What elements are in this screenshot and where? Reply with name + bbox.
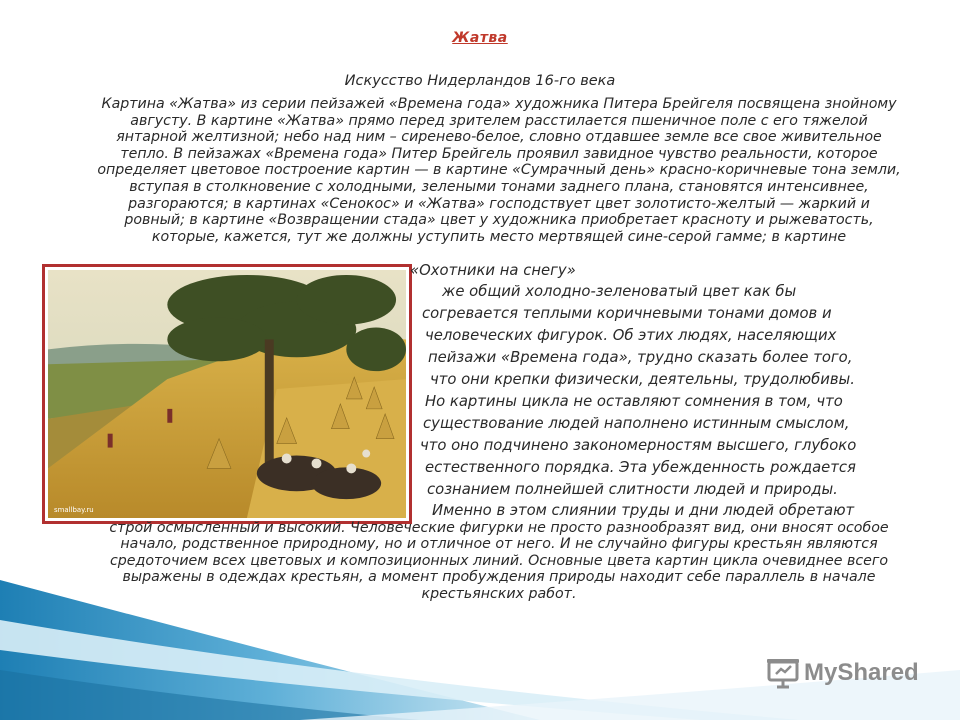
wrap-line: что они крепки физически, деятельны, трудолюбивы. [430, 371, 855, 388]
wrap-line: Именно в этом слиянии труды и дни людей обретают [432, 502, 855, 519]
slide-subtitle: Искусство Нидерландов 16-го века [344, 73, 616, 89]
wrap-line: что оно подчинено закономерностям высшего, глубоко [420, 437, 857, 454]
paragraph-bottom: строй осмысленный и высокий. Человеческие фигурки не просто разнообразят вид, они вносят особое начало, родственное природному, но и отличное от него. И не случайно фигуры крестьян являются средоточием всех цветовых и композиционных линий. Основные цвета картин цикла очевиднее всего выражены в одеждах крестьян, а момент пробуждения природы находит себе параллель в начале крестьянских работ. [109, 520, 889, 602]
wrap-line: человеческих фигурок. Об этих людях, населяющих [425, 327, 837, 344]
slide-title: Жатва [452, 30, 508, 46]
presentation-icon [766, 656, 800, 690]
wrap-line: «Охотники на снегу» [410, 262, 576, 279]
painting-watermark: smallbay.ru [53, 506, 94, 515]
wrap-line: естественного порядка. Эта убежденность рождается [425, 459, 856, 476]
wrap-line: существование людей наполнено истинным смыслом, [423, 415, 850, 432]
wrap-line: Но картины цикла не оставляют сомнения в том, что [425, 393, 843, 410]
wrap-line: согревается теплыми коричневыми тонами домов и [422, 305, 832, 322]
paragraph-top: Картина «Жатва» из серии пейзажей «Времена года» художника Питера Брейгеля посвящена знойному августу. В картине «Жатва» прямо перед зрителем расстилается пшеничное поле с его тяжелой янтарной желтизной; небо над ним – сиренево-белое, словно отдавшее земле все свое живительное тепло. В пейзажах «Времена года» Питер Брейгель проявил завидное чувство реальности, которое определяет цветовое построение картин — в картине «Сумрачный день» красно-коричневые тона земли, вступая в столкновение с холодными, зелеными тонами заднего плана, становятся интенсивнее, разгораются; в картинах «Сенокос» и «Жатва» господствует цвет золотисто-желтый — жаркий и ровный; в картине «Возвращении стада» цвет у художника приобретает красноту и рыжеватость, которые, кажется, тут же должны уступить место мертвящей сине-серой гамме; в картине [97, 96, 901, 245]
wrap-line: сознанием полнейшей слитности людей и природы. [427, 481, 838, 498]
decorative-band [0, 580, 960, 720]
myshared-logo [766, 656, 919, 690]
wrap-line: же общий холодно-зеленоватый цвет как бы [442, 283, 797, 300]
wrap-line: пейзажи «Времена года», трудно сказать более того, [428, 349, 853, 366]
logo-text: MyShared [804, 659, 919, 686]
